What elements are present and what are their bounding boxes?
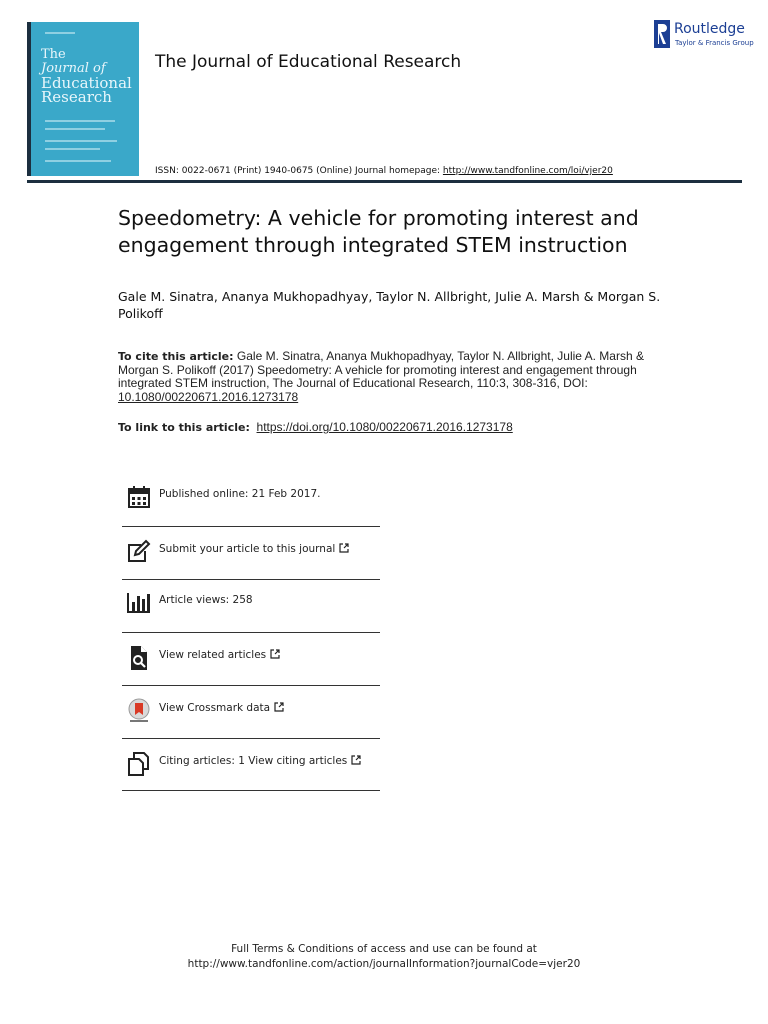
cover-decoration <box>45 32 75 34</box>
citing-articles-link[interactable] <box>159 755 361 767</box>
submit-article-link[interactable] <box>159 543 349 555</box>
citing-articles-label: Citing articles: 1 View citing articles <box>159 755 348 767</box>
related-articles-row[interactable] <box>122 649 380 701</box>
cover-title <box>41 48 137 104</box>
cover-decoration <box>45 148 100 150</box>
terms-link[interactable]: http://www.tandfonline.com/action/journalInformation?journalCode=vjer20 <box>187 958 581 970</box>
issn-line <box>155 166 613 176</box>
citation-block <box>118 350 648 404</box>
journal-cover-image <box>27 22 139 176</box>
submit-article-row[interactable] <box>122 543 380 595</box>
article-views-row <box>122 594 380 646</box>
crossmark-link[interactable] <box>159 702 284 714</box>
article-link-label: To link to this article: <box>118 421 250 434</box>
external-link-icon <box>351 755 361 765</box>
row-divider <box>122 579 380 580</box>
crossmark-icon <box>126 698 152 724</box>
published-online-row <box>122 488 380 540</box>
related-articles-link[interactable] <box>159 649 280 661</box>
publisher-name: Routledge <box>674 21 745 37</box>
routledge-logo-icon <box>654 20 670 48</box>
submit-article-label: Submit your article to this journal <box>159 543 336 555</box>
published-online-label: Published online: 21 Feb 2017. <box>159 488 321 500</box>
calendar-icon <box>126 484 152 510</box>
journal-homepage-link[interactable]: http://www.tandfonline.com/loi/vjer20 <box>442 166 613 176</box>
article-doi-link[interactable]: https://doi.org/10.1080/00220671.2016.1273178 <box>256 420 513 434</box>
edit-icon <box>126 539 152 565</box>
citation-doi-link[interactable]: 10.1080/00220671.2016.1273178 <box>118 389 299 404</box>
journal-name: The Journal of Educational Research <box>155 52 462 72</box>
related-articles-label: View related articles <box>159 649 267 661</box>
article-views-label: Article views: 258 <box>159 594 253 606</box>
external-link-icon <box>339 543 349 553</box>
crossmark-label: View Crossmark data <box>159 702 271 714</box>
terms-footer <box>0 942 768 972</box>
cover-decoration <box>45 140 117 142</box>
cover-title-line: Research <box>41 88 112 106</box>
external-link-icon <box>274 702 284 712</box>
cover-title-line: Educational <box>41 74 132 92</box>
crossmark-row[interactable] <box>122 702 380 754</box>
row-divider <box>122 526 380 527</box>
issn-text: ISSN: 0022-0671 (Print) 1940-0675 (Online) Journal homepage: <box>155 166 443 176</box>
search-document-icon <box>126 645 152 671</box>
article-authors: Gale M. Sinatra, Ananya Mukhopadhyay, Taylor N. Allbright, Julie A. Marsh & Morgan S. Polikoff <box>118 289 661 321</box>
citation-label: To cite this article: <box>118 350 234 363</box>
cover-title-line: The <box>41 47 66 62</box>
publisher-subtitle: Taylor & Francis Group <box>675 39 754 47</box>
article-link-block <box>118 420 648 434</box>
citing-articles-row[interactable] <box>122 755 380 807</box>
citing-icon <box>126 751 152 777</box>
article-title: Speedometry: A vehicle for promoting interest and engagement through integrated STEM instruction <box>118 206 639 257</box>
row-divider <box>122 790 380 791</box>
external-link-icon <box>270 649 280 659</box>
header-divider <box>27 180 742 183</box>
cover-decoration <box>45 128 105 130</box>
cover-decoration <box>45 120 115 122</box>
cover-decoration <box>45 160 111 162</box>
citation-text: Gale M. Sinatra, Ananya Mukhopadhyay, Taylor N. Allbright, Julie A. Marsh & Morgan S. Polikoff (2017) Speedometry: A vehicle for promoting interest and engagement through integrated STEM instruction, The Journal of Educational Research, 110:3, 308-316, DOI: <box>118 349 644 390</box>
bar-chart-icon <box>126 590 152 616</box>
row-divider <box>122 738 380 739</box>
row-divider <box>122 685 380 686</box>
terms-text: Full Terms & Conditions of access and use can be found at <box>231 943 537 955</box>
cover-title-line: Journal of <box>41 61 106 76</box>
row-divider <box>122 632 380 633</box>
